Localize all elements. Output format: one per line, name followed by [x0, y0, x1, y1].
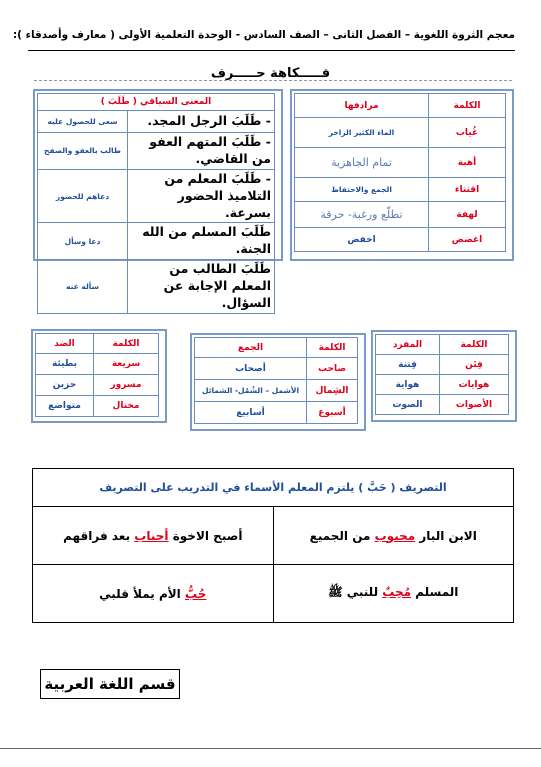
antonyms-word: مختال: [94, 396, 159, 417]
context-table: [37, 93, 275, 314]
conjugation-cell: [273, 565, 514, 623]
vocab-synonym: الماء الكثير الزاخر: [295, 118, 429, 148]
vocab-synonym: تطلّع ورغبة- حرقة: [295, 202, 429, 228]
page-header: معجم الثروة اللغوية – الفصل الثانى – الصف السادس - الوحدة التعلمية الأولى ( معارف وأصدقاء ):: [12, 29, 515, 41]
plural-words-word: أسبوع: [307, 402, 358, 424]
conjugation-pre: أصبح الاخوة: [172, 528, 243, 543]
context-header: المعنى السياقي ( طَلَبَ ): [38, 94, 275, 111]
vocab-synonym: اخفض: [295, 228, 429, 252]
conjugation-post: الأم يملأ قلبي: [99, 586, 181, 601]
conjugation-word: محبوب: [374, 528, 416, 543]
context-sentence: - طَلَبَ المتهم العفو من القاضي.: [128, 133, 275, 170]
vocab-word: لهفة: [429, 202, 506, 228]
conjugation-post: بعد فراقهم: [63, 528, 131, 543]
context-sentence: طَلَبَ المسلم من الله الجنة.: [128, 223, 275, 260]
context-sentence: طَلَبَ الطالب من المعلم الإجابة عن السؤال.: [128, 260, 275, 314]
plurals-singular: فِتنة: [376, 355, 440, 375]
plural-words-header-plural: الجمع: [195, 338, 307, 358]
plurals-word: فِتَن: [440, 355, 509, 375]
conjugation-cell: [33, 565, 274, 623]
antonyms-table: [35, 333, 159, 417]
conjugation-post: من الجميع: [309, 528, 371, 543]
context-sentence: - طَلَبَ الرجل المجد.: [128, 111, 275, 133]
conjugation-word: حُبُّ: [184, 586, 207, 601]
antonyms-antonym: حزين: [36, 375, 94, 396]
antonyms-word: مسرور: [94, 375, 159, 396]
plurals-word: الأصوات: [440, 395, 509, 415]
conjugation-pre: الابن البار: [419, 528, 477, 543]
vocab-synonym: الجمع والاحتفاظ: [295, 178, 429, 202]
plural-words-plural: الأشمل – الشُمُل- الشمائل: [195, 380, 307, 402]
plurals-header-word: الكلمة: [440, 335, 509, 355]
conjugation-pre: المسلم: [415, 585, 459, 599]
page-bottom-border: [0, 748, 541, 749]
plurals-table: [375, 334, 509, 415]
antonyms-word: سريعة: [94, 354, 159, 375]
vocab-word: اغضض: [429, 228, 506, 252]
context-meaning: دعاهم للحضور: [38, 169, 128, 223]
conjugation-title: التصريف ( حَبَّ ) يلتزم المعلم الأسماء في التدريب على التصريف: [33, 469, 514, 507]
department-label: قسم اللغة العربية: [40, 669, 180, 699]
context-sentence: - طَلَبَ المعلم من التلاميذ الحضور بسرعة.: [128, 169, 275, 223]
plural-words-word: صاحب: [307, 358, 358, 380]
plural-words-table: [194, 337, 358, 424]
antonyms-header-word: الكلمة: [94, 334, 159, 354]
vocab-header-word: الكلمة: [429, 94, 506, 118]
context-meaning: سأله عنه: [38, 260, 128, 314]
header-divider: [28, 50, 515, 51]
conjugation-table: [32, 468, 514, 623]
conjugation-word: أحباب: [134, 528, 169, 543]
vocab-word: اقتناء: [429, 178, 506, 202]
vocab-word: أهبة: [429, 148, 506, 178]
vocab-synonym: تمام الجاهزية: [295, 148, 429, 178]
conjugation-cell: [273, 507, 514, 565]
vocab-table: [294, 93, 506, 252]
plurals-header-singular: المفرد: [376, 335, 440, 355]
vocab-word: غُياب: [429, 118, 506, 148]
plural-words-plural: أصحاب: [195, 358, 307, 380]
context-meaning: دعا وسأل: [38, 223, 128, 260]
plurals-singular: الصوت: [376, 395, 440, 415]
plurals-singular: هواية: [376, 375, 440, 395]
antonyms-antonym: بطيئة: [36, 354, 94, 375]
plural-words-word: الشِمال: [307, 380, 358, 402]
plurals-word: هوايات: [440, 375, 509, 395]
conjugation-cell: [33, 507, 274, 565]
vocab-header-synonym: مرادفها: [295, 94, 429, 118]
plural-words-header-word: الكلمة: [307, 338, 358, 358]
conjugation-word: مُحِبٌ: [382, 585, 412, 599]
lesson-title: فـــــكاهة حـــــرف: [210, 66, 331, 81]
context-meaning: طالب بالعفو والصفح: [38, 133, 128, 170]
context-meaning: سعى للحصول عليه: [38, 111, 128, 133]
title-underline: [34, 80, 512, 81]
plural-words-plural: أسابيع: [195, 402, 307, 424]
conjugation-post: للنبي ﷺ: [328, 585, 379, 599]
antonyms-antonym: متواضع: [36, 396, 94, 417]
antonyms-header-antonym: الضد: [36, 334, 94, 354]
